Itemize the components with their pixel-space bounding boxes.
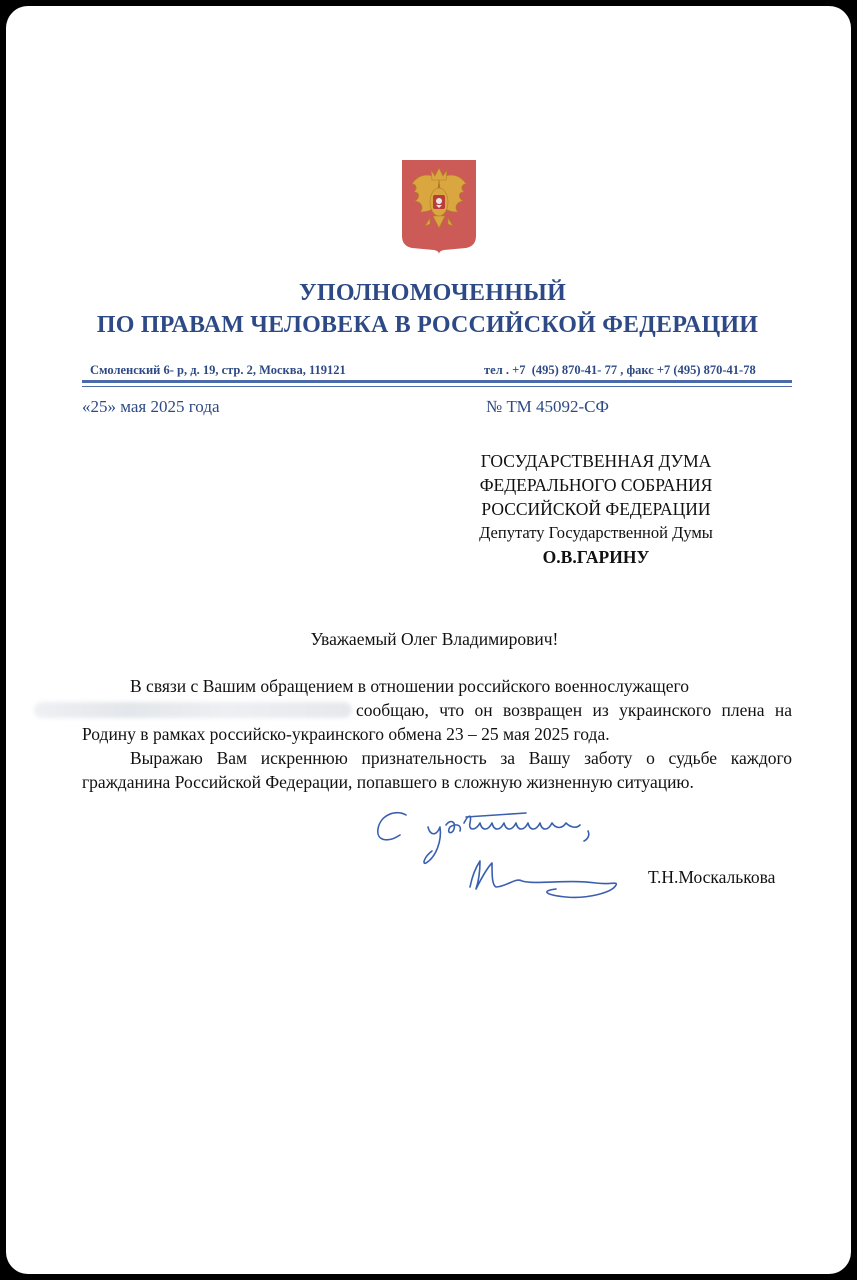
paragraph-1-start: В связи с Вашим обращением в отношении российского военнослужащего bbox=[130, 676, 690, 696]
letterhead-title-line1: УПОЛНОМОЧЕННЫЙ bbox=[298, 280, 567, 306]
letter-greeting: Уважаемый Олег Владимирович! bbox=[310, 629, 559, 649]
addressee-line4: Депутату Государственной Думы bbox=[479, 523, 713, 542]
letter-date: «25» мая 2025 года bbox=[82, 397, 220, 416]
addressee-line1: ГОСУДАРСТВЕННАЯ ДУМА bbox=[480, 451, 712, 471]
handwritten-signature-icon bbox=[366, 801, 636, 911]
letterhead-phone-fax: тел . +7 (495) 870-41- 77 , факс +7 (495) 870-41-78 bbox=[484, 363, 756, 377]
letter-paragraph-1 bbox=[82, 674, 792, 746]
signer-name: Т.Н.Москалькова bbox=[648, 867, 776, 887]
letter-body bbox=[82, 674, 792, 794]
addressee-line2: ФЕДЕРАЛЬНОГО СОБРАНИЯ bbox=[479, 475, 713, 495]
paragraph-1-rest: сообщаю, что он возвращен из украинского плена на Родину в рамках российско-украинского обмена 23 – 25 мая 2025 года. bbox=[82, 700, 792, 744]
redacted-name-blur bbox=[34, 702, 352, 718]
letterhead-rule-thin bbox=[82, 386, 792, 387]
coat-of-arms-icon bbox=[400, 158, 478, 254]
letterhead-address: Смоленский 6- р, д. 19, стр. 2, Москва, 119121 bbox=[90, 363, 346, 377]
letterhead-title-line2: ПО ПРАВАМ ЧЕЛОВЕКА В РОССИЙСКОЙ ФЕДЕРАЦИИ bbox=[96, 312, 759, 338]
letter-paragraph-2: Выражаю Вам искреннюю признательность за Вашу заботу о судьбе каждого гражданина Российской Федерации, попавшего в сложную жизненную ситуацию. bbox=[82, 748, 792, 792]
addressee-line3: РОССИЙСКОЙ ФЕДЕРАЦИИ bbox=[481, 499, 711, 519]
letterhead-rule-thick bbox=[82, 380, 792, 383]
addressee-name: О.В.ГАРИНУ bbox=[542, 547, 650, 567]
letter-reg-number: № ТМ 45092-СФ bbox=[486, 397, 609, 416]
document-page bbox=[6, 6, 851, 1274]
addressee-block bbox=[406, 449, 786, 569]
